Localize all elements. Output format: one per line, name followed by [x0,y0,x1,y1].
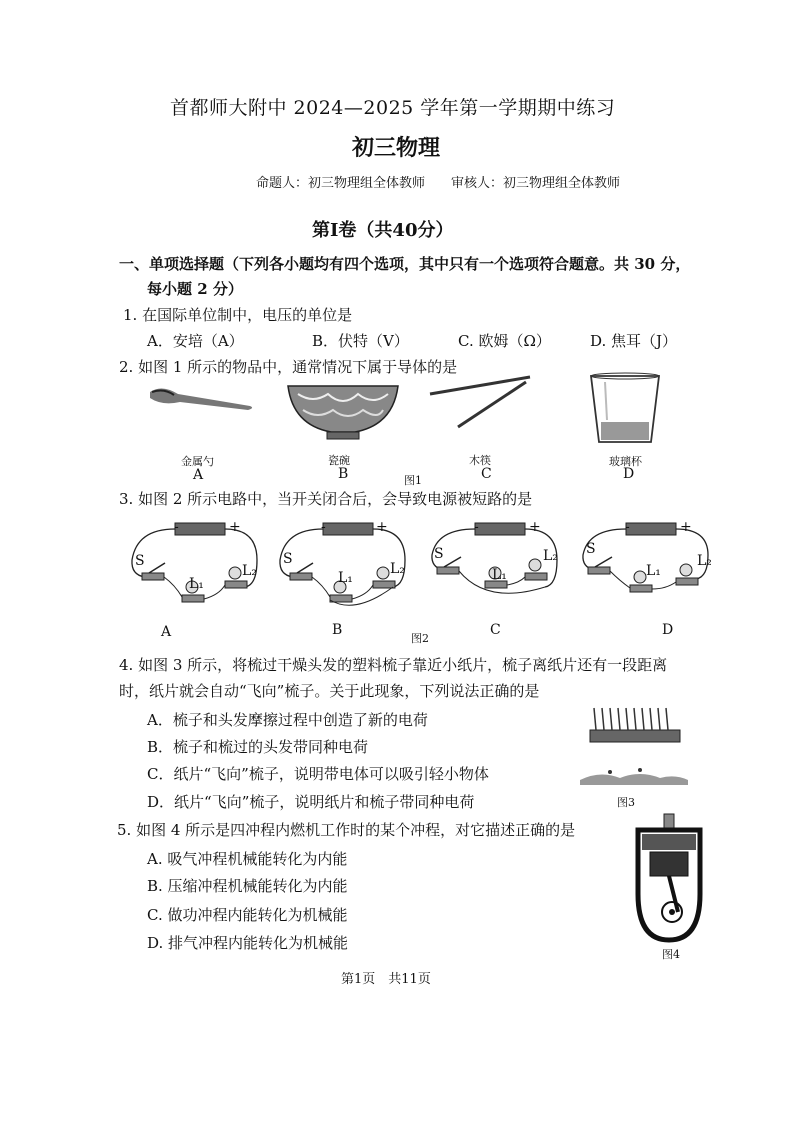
glass-label: 玻璃杯 [609,455,642,468]
engine-cylinder-image [632,812,707,947]
item-letter-d: D [623,466,635,482]
spoon-image [140,380,260,420]
q4-option-a: A．梳子和头发摩擦过程中创造了新的电荷 [147,711,428,729]
q1-option-a: A．安培（A） [147,332,244,350]
bowl-label: 瓷碗 [328,454,350,467]
switch-label-d: S [586,541,596,557]
figure-4-caption: 图4 [662,948,680,961]
lamp2-label-b: L₂ [390,561,405,577]
item-letter-c: C [481,466,492,482]
glass-cup-image [585,372,665,447]
exam-authors: 命题人：初三物理组全体教师 审核人：初三物理组全体教师 [256,176,621,191]
question-3-stem: 3. 如图 2 所示电路中，当开关闭合后，会导致电源被短路的是 [119,490,533,508]
circuit-c [427,515,562,615]
circuit-letter-a: A [161,624,172,640]
spoon-label: 金属勺 [181,455,214,468]
q5-option-d: D. 排气冲程内能转化为机械能 [147,934,349,952]
battery-minus-d: - [625,519,630,535]
q5-option-a: A. 吸气冲程机械能转化为内能 [147,850,348,868]
question-2-stem: 2. 如图 1 所示的物品中，通常情况下属于导体的是 [119,358,458,376]
battery-plus-c: + [529,519,541,535]
question-4-stem: 4. 如图 3 所示，将梳过干燥头发的塑料梳子靠近小纸片，梳子离纸片还有一段距离 [119,656,668,674]
lamp2-label-d: L₂ [697,553,712,569]
page-footer: 第1页 共11页 [341,972,431,987]
switch-label-c: S [434,546,444,562]
q4-option-c: C．纸片“飞向”梳子，说明带电体可以吸引轻小物体 [147,765,489,783]
question-4-stem-line2: 时，纸片就会自动“飞向”梳子。关于此现象，下列说法正确的是 [119,682,540,700]
q4-option-d: D．纸片“飞向”梳子，说明纸片和梳子带同种电荷 [147,793,475,811]
porcelain-bowl-image [283,380,403,445]
circuit-letter-b: B [332,622,343,638]
item-letter-b: B [338,466,349,482]
circuit-letter-d: D [662,622,674,638]
lamp2-label-c: L₂ [543,548,558,564]
figure-2-caption: 图2 [411,632,429,645]
figure-1-caption: 图1 [404,474,422,487]
battery-plus-a: + [229,519,241,535]
battery-minus-c: - [474,519,479,535]
q5-option-b: B. 压缩冲程机械能转化为内能 [147,877,348,895]
q1-option-c: C. 欧姆（Ω） [458,332,551,350]
exam-subtitle: 初三物理 [352,135,441,161]
volume-heading: 第I卷（共40分） [312,220,454,241]
exam-title: 首都师大附中 2024—2025 学年第一学期期中练习 [170,97,616,119]
q5-option-c: C. 做功冲程内能转化为机械能 [147,906,348,924]
question-1-stem: 1. 在国际单位制中，电压的单位是 [123,306,353,324]
lamp1-label-c: L₁ [492,567,507,583]
chopsticks-image [428,372,533,432]
battery-plus-b: + [376,519,388,535]
lamp2-label-a: L₂ [242,563,257,579]
battery-plus-d: + [680,519,692,535]
q4-option-b: B．梳子和梳过的头发带同种电荷 [147,738,369,756]
battery-minus-b: - [321,519,326,535]
lamp1-label-a: L₁ [189,576,204,592]
switch-label-b: S [283,551,293,567]
figure-3-caption: 图3 [617,796,635,809]
q1-option-b: B．伏特（V） [312,332,409,350]
question-5-stem: 5. 如图 4 所示是四冲程内燃机工作时的某个冲程，对它描述正确的是 [117,821,576,839]
chopsticks-label: 木筷 [469,454,491,467]
q1-option-d: D. 焦耳（J） [590,332,678,350]
section-heading: 一、单项选择题（下列各小题均有四个选项，其中只有一个选项符合题意。共 30 分， [119,255,691,273]
circuit-letter-c: C [490,622,501,638]
switch-label-a: S [135,553,145,569]
battery-minus-a: - [174,519,179,535]
comb-paper-image [580,700,690,795]
lamp1-label-d: L₁ [646,563,661,579]
lamp1-label-b: L₁ [338,570,353,586]
section-heading-line2: 每小题 2 分） [147,280,243,298]
item-letter-a: A [193,467,204,483]
